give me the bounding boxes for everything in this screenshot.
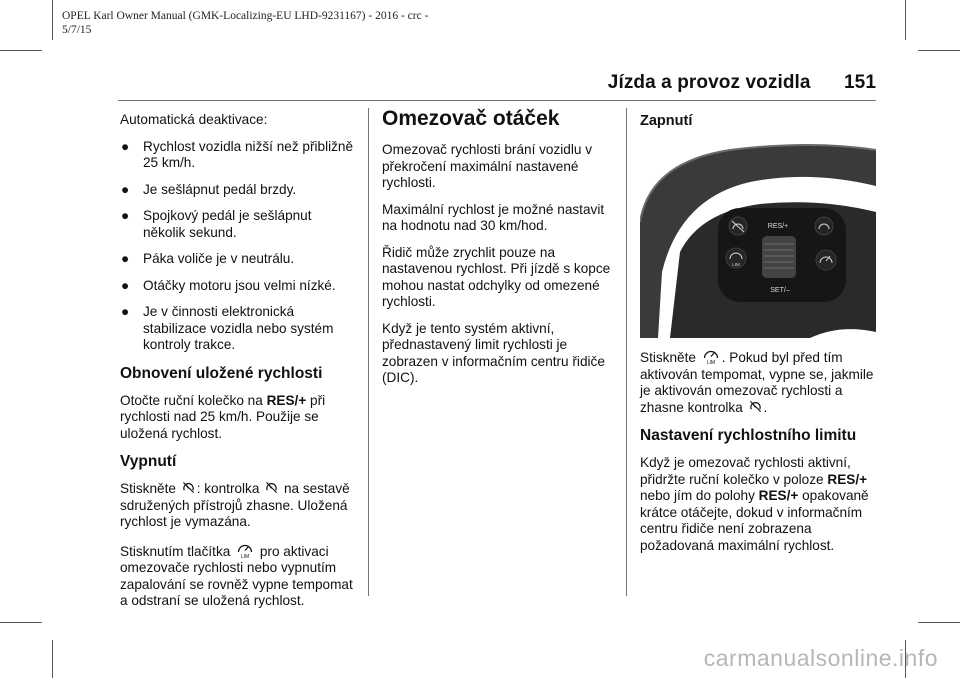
deactivation-list xyxy=(120,139,356,354)
list-item xyxy=(120,278,356,295)
res-plus-control-label: RES/+ xyxy=(758,488,799,503)
set-limit-text-part: opakovaně krátce otáčejte, dokud v informačním centru řidiče není zobrazena požadovaná maximální rychlost. xyxy=(640,488,869,553)
paragraph: Maximální rychlost je možné nastavit na hodnotu nad 30 km/hod. xyxy=(382,201,605,233)
column-3 xyxy=(640,112,876,564)
resume-heading: Obnovení uložené rychlosti xyxy=(120,364,323,382)
off-heading: Vypnutí xyxy=(120,453,177,470)
intro-text: Automatická deaktivace: xyxy=(120,112,268,127)
list-item-text: Spojkový pedál je sešlápnut několik sekund. xyxy=(143,208,312,240)
off-text xyxy=(120,481,356,531)
set-limit-text xyxy=(640,455,876,554)
list-item xyxy=(120,182,356,199)
document-meta xyxy=(62,9,542,37)
column-divider xyxy=(626,108,627,596)
column-1 xyxy=(120,112,356,620)
list-item xyxy=(120,139,356,172)
paragraph: Omezovač rychlosti brání vozidlu v překročení maximální nastavené rychlosti. xyxy=(382,142,593,190)
header-rule xyxy=(118,100,876,101)
resume-text xyxy=(120,393,356,443)
lim-label: LIM xyxy=(732,262,740,267)
list-item-text: Páka voliče je v neutrálu. xyxy=(143,251,295,266)
crop-mark xyxy=(905,0,906,40)
set-limit-heading: Nastavení rychlostního limitu xyxy=(640,427,857,444)
crop-mark xyxy=(918,50,960,51)
list-item-text: Rychlost vozidla nižší než přibližně 25 km/h. xyxy=(143,138,354,170)
list-item-text: Otáčky motoru jsou velmi nízké. xyxy=(143,277,336,293)
set-limit-text-part: nebo jím do polohy xyxy=(640,488,759,503)
list-item xyxy=(120,251,356,268)
paragraph: Když je tento systém aktivní, přednastavený limit rychlosti je zobrazen v informačním centru řidiče (DIC). xyxy=(382,320,605,385)
off-text-part: na sestavě sdružených přístrojů zhasne. Uložená rychlost je vymazána. xyxy=(120,481,350,529)
bullet: ● xyxy=(121,304,130,319)
document-meta-line: 5/7/15 xyxy=(62,24,92,36)
set-minus-label: SET/– xyxy=(770,287,790,294)
speed-limiter-icon xyxy=(236,541,254,559)
document-meta-line: OPEL Karl Owner Manual (GMK-Localizing-EU LHD-9231167) - 2016 - crc - xyxy=(62,10,429,22)
column-divider xyxy=(368,108,369,596)
off-text-part: : kontrolka xyxy=(196,481,264,496)
running-head xyxy=(608,72,876,94)
crop-mark xyxy=(918,622,960,623)
list-item xyxy=(120,208,356,241)
off-text-2 xyxy=(120,541,356,610)
crop-mark xyxy=(0,50,42,51)
resume-text-part: Otočte ruční kolečko na xyxy=(120,392,267,408)
crop-mark xyxy=(52,0,53,40)
watermark: carmanualsonline.info xyxy=(703,645,938,671)
steering-wheel-controls-photo xyxy=(640,142,876,338)
paragraph: Řidič může zrychlit pouze na nastavenou rychlost. Při jízdě s kopce mohou nastat odchylky od omezené rychlosti. xyxy=(382,244,611,309)
activation-text xyxy=(640,347,876,416)
off-text-part: pro aktivaci omezovače rychlosti nebo vypnutím zapalování se rovněž vypne tempomat a odstraní se uložená rychlost. xyxy=(120,543,353,608)
page-number: 151 xyxy=(843,72,876,93)
res-plus-control-label: RES/+ xyxy=(827,471,868,487)
cruise-control-off-icon xyxy=(265,481,278,494)
speed-limiter-heading: Omezovač otáček xyxy=(382,107,560,130)
list-item-text: Je sešlápnut pedál brzdy. xyxy=(143,181,297,197)
resume-text-part: při rychlosti nad 25 km/h. Použije se uložená rychlost. xyxy=(120,392,326,441)
bullet: ● xyxy=(121,277,130,293)
section-title: Jízda a provoz vozidla xyxy=(607,72,811,93)
activation-text-part: . xyxy=(763,399,768,415)
resume-control-label: RES/+ xyxy=(266,392,307,408)
column-2 xyxy=(382,107,618,397)
svg-text:LIM: LIM xyxy=(706,360,715,365)
crop-mark xyxy=(52,640,53,678)
off-text-part: Stisknutím tlačítka xyxy=(120,543,235,559)
list-item-text: Je v činnosti elektronická stabilizace vozidla nebo systém kontroly trakce. xyxy=(143,304,334,352)
activation-text-part: . Pokud byl před tím aktivován tempomat, vypne se, jakmile je aktivován omezovač rychlosti a zhasne kontrolka xyxy=(640,350,874,415)
list-item xyxy=(120,304,356,354)
svg-text:LIM: LIM xyxy=(240,553,250,559)
res-plus-label: RES/+ xyxy=(767,223,789,230)
crop-mark xyxy=(0,622,42,623)
set-limit-text-part: Když je omezovač rychlosti aktivní, přidržte ruční kolečko v poloze xyxy=(640,455,851,487)
cruise-control-off-icon xyxy=(182,481,195,494)
bullet: ● xyxy=(121,138,130,154)
bullet: ● xyxy=(121,251,130,266)
off-text-part: Stiskněte xyxy=(120,481,180,496)
activation-heading: Zapnutí xyxy=(640,113,693,129)
bullet: ● xyxy=(121,181,130,197)
activation-text-part: Stiskněte xyxy=(640,350,700,365)
bullet: ● xyxy=(121,208,130,223)
cruise-control-off-icon xyxy=(749,400,762,413)
speed-limiter-icon xyxy=(702,347,720,365)
